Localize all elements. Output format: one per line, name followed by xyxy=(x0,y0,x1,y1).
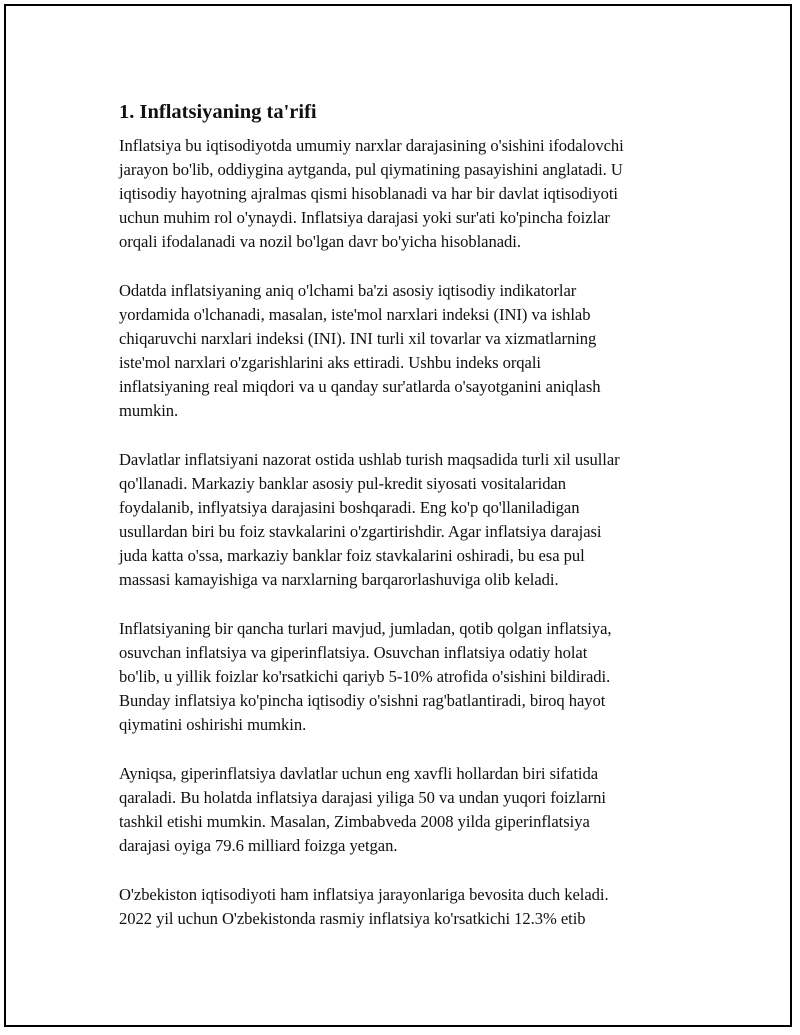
text-line: inflatsiyaning real miqdori va u qanday sur'atlarda o'sayotganini aniqlash xyxy=(119,377,601,396)
text-line: bo'lib, u yillik foizlar ko'rsatkichi qariyb 5-10% atrofida o'sishini bildiradi. xyxy=(119,667,611,686)
text-line: foydalanib, inflyatsiya darajasini boshqaradi. Eng ko'p qo'llaniladigan xyxy=(119,498,580,517)
text-line: Davlatlar inflatsiyani nazorat ostida ushlab turish maqsadida turli xil usullar xyxy=(119,450,620,469)
document-content xyxy=(119,98,693,956)
text-line: Inflatsiyaning bir qancha turlari mavjud, jumladan, qotib qolgan inflatsiya, xyxy=(119,619,612,638)
text-line: uchun muhim rol o'ynaydi. Inflatsiya darajasi yoki sur'ati ko'pincha foizlar xyxy=(119,208,610,227)
paragraph-measurement xyxy=(119,279,693,423)
text-line: Odatda inflatsiyaning aniq o'lchami ba'zi asosiy iqtisodiy indikatorlar xyxy=(119,281,577,300)
paragraph-uzbekistan xyxy=(119,883,693,931)
page-frame xyxy=(4,4,792,1027)
text-line: Bunday inflatsiya ko'pincha iqtisodiy o'sishni rag'batlantiradi, biroq hayot xyxy=(119,691,606,710)
text-line: darajasi oyiga 79.6 milliard foizga yetgan. xyxy=(119,836,398,855)
text-line: Inflatsiya bu iqtisodiyotda umumiy narxlar darajasining o'sishini ifodalovchi xyxy=(119,136,624,155)
text-line: osuvchan inflatsiya va giperinflatsiya. Osuvchan inflatsiya odatiy holat xyxy=(119,643,588,662)
text-line: O'zbekiston iqtisodiyoti ham inflatsiya jarayonlariga bevosita duch keladi. xyxy=(119,885,609,904)
text-line: tashkil etishi mumkin. Masalan, Zimbabveda 2008 yilda giperinflatsiya xyxy=(119,812,590,831)
text-line: Ayniqsa, giperinflatsiya davlatlar uchun eng xavfli hollardan biri sifatida xyxy=(119,764,599,783)
text-line: qaraladi. Bu holatda inflatsiya darajasi yiliga 50 va undan yuqori foizlarni xyxy=(119,788,606,807)
paragraph-control xyxy=(119,448,693,592)
text-line: jarayon bo'lib, oddiygina aytganda, pul qiymatining pasayishini anglatadi. U xyxy=(119,160,623,179)
text-line: chiqaruvchi narxlari indeksi (INI). INI turli xil tovarlar va xizmatlarning xyxy=(119,329,597,348)
text-line: qo'llanadi. Markaziy banklar asosiy pul-kredit siyosati vositalaridan xyxy=(119,474,566,493)
text-line: mumkin. xyxy=(119,401,179,420)
paragraph-hyperinflation xyxy=(119,762,693,858)
paragraph-definition xyxy=(119,134,693,254)
text-line: usullardan biri bu foiz stavkalarini o'zgartirishdir. Agar inflatsiya darajasi xyxy=(119,522,602,541)
text-line: yordamida o'lchanadi, masalan, iste'mol narxlari indeksi (INI) va ishlab xyxy=(119,305,591,324)
text-line: iste'mol narxlari o'zgarishlarini aks ettiradi. Ushbu indeks orqali xyxy=(119,353,541,372)
text-line: massasi kamayishiga va narxlarning barqarorlashuviga olib keladi. xyxy=(119,570,559,589)
text-line: juda katta o'ssa, markaziy banklar foiz stavkalarini oshiradi, bu esa pul xyxy=(119,546,585,565)
section-heading: 1. Inflatsiyaning ta'rifi xyxy=(119,101,317,123)
text-line: orqali ifodalanadi va nozil bo'lgan davr bo'yicha hisoblanadi. xyxy=(119,232,521,251)
text-line: iqtisodiy hayotning ajralmas qismi hisoblanadi va har bir davlat iqtisodiyoti xyxy=(119,184,618,203)
paragraph-types xyxy=(119,617,693,737)
text-line: qiymatini oshirishi mumkin. xyxy=(119,715,307,734)
text-line: 2022 yil uchun O'zbekistonda rasmiy inflatsiya ko'rsatkichi 12.3% etib xyxy=(119,909,586,928)
